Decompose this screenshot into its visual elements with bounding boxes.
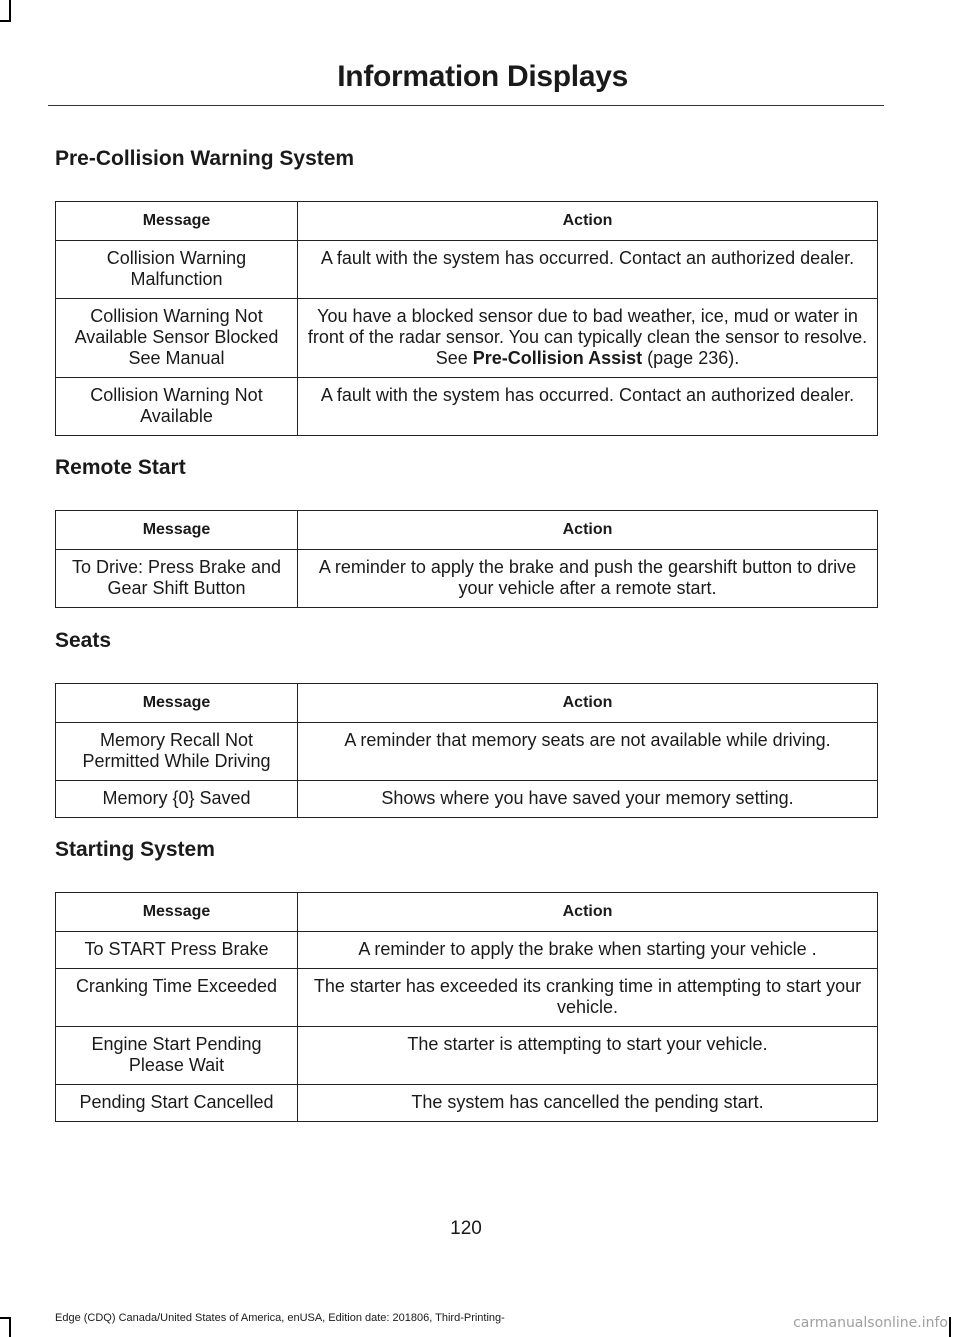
table-row: [56, 241, 878, 299]
message-cell: Collision Warning Malfunction: [56, 241, 298, 299]
column-header-message: Message: [56, 684, 298, 723]
action-cell: A reminder that memory seats are not available while driving.: [298, 723, 878, 781]
page-title: Information Displays: [337, 60, 628, 93]
crop-mark: [0, 20, 11, 22]
message-table: [55, 892, 878, 1122]
message-cell: To START Press Brake: [56, 932, 298, 969]
action-text: You have a blocked sensor due to bad weather, ice, mud or water in front of the radar sensor. You can typically clean the sensor to resolve. See: [307, 306, 868, 368]
section-title: Pre-Collision Warning System: [55, 147, 355, 170]
message-cell: Engine Start Pending Please Wait: [56, 1027, 298, 1085]
message-cell: Pending Start Cancelled: [56, 1085, 298, 1122]
message-cell: Collision Warning Not Available Sensor Blocked See Manual: [56, 299, 298, 378]
table-row: [56, 723, 878, 781]
table-header-row: [56, 202, 878, 241]
table-row: [56, 1027, 878, 1085]
table-header-row: [56, 893, 878, 932]
table-row: [56, 299, 878, 378]
message-table: [55, 510, 878, 608]
section-title: Seats: [55, 629, 112, 652]
crop-mark: [9, 1317, 11, 1337]
section-remote-start: [55, 456, 878, 608]
action-cell: A fault with the system has occurred. Contact an authorized dealer.: [298, 378, 878, 436]
message-table: [55, 201, 878, 436]
table-row: [56, 1085, 878, 1122]
action-cell: A reminder to apply the brake and push the gearshift button to drive your vehicle after a remote start.: [298, 550, 878, 608]
column-header-message: Message: [56, 893, 298, 932]
message-cell: Memory Recall Not Permitted While Driving: [56, 723, 298, 781]
table-row: [56, 969, 878, 1027]
section-title: Starting System: [55, 838, 215, 861]
section-seats: [55, 629, 878, 818]
action-cell: The starter is attempting to start your vehicle.: [298, 1027, 878, 1085]
edition-footer: Edge (CDQ) Canada/United States of America, enUSA, Edition date: 201806, Third-Printing-: [55, 1312, 505, 1324]
column-header-action: Action: [298, 893, 878, 932]
action-cell: A reminder to apply the brake when starting your vehicle .: [298, 932, 878, 969]
header-divider: [48, 105, 884, 106]
section-pre-collision-warning: [55, 147, 878, 436]
action-cell: A fault with the system has occurred. Contact an authorized dealer.: [298, 241, 878, 299]
table-header-row: [56, 511, 878, 550]
column-header-message: Message: [56, 202, 298, 241]
section-starting-system: [55, 838, 878, 1122]
table-row: [56, 932, 878, 969]
column-header-message: Message: [56, 511, 298, 550]
message-cell: Cranking Time Exceeded: [56, 969, 298, 1027]
message-cell: Collision Warning Not Available: [56, 378, 298, 436]
column-header-action: Action: [298, 202, 878, 241]
message-table: [55, 683, 878, 818]
action-cell: The starter has exceeded its cranking time in attempting to start your vehicle.: [298, 969, 878, 1027]
action-cell: The system has cancelled the pending start.: [298, 1085, 878, 1122]
cross-reference-link[interactable]: Pre-Collision Assist: [472, 348, 643, 368]
crop-mark: [9, 0, 11, 22]
table-row: [56, 378, 878, 436]
page-reference: (page 236).: [642, 348, 740, 368]
message-cell: Memory {0} Saved: [56, 781, 298, 818]
page-number: 120: [450, 1218, 482, 1239]
crop-mark: [0, 1317, 11, 1319]
action-cell: Shows where you have saved your memory setting.: [298, 781, 878, 818]
column-header-action: Action: [298, 511, 878, 550]
table-row: [56, 781, 878, 818]
table-row: [56, 550, 878, 608]
watermark: carmanualsonline.info: [793, 1315, 948, 1331]
table-header-row: [56, 684, 878, 723]
crop-mark: [949, 1317, 951, 1337]
section-title: Remote Start: [55, 456, 186, 479]
action-cell: [298, 299, 878, 378]
message-cell: To Drive: Press Brake and Gear Shift Button: [56, 550, 298, 608]
column-header-action: Action: [298, 684, 878, 723]
